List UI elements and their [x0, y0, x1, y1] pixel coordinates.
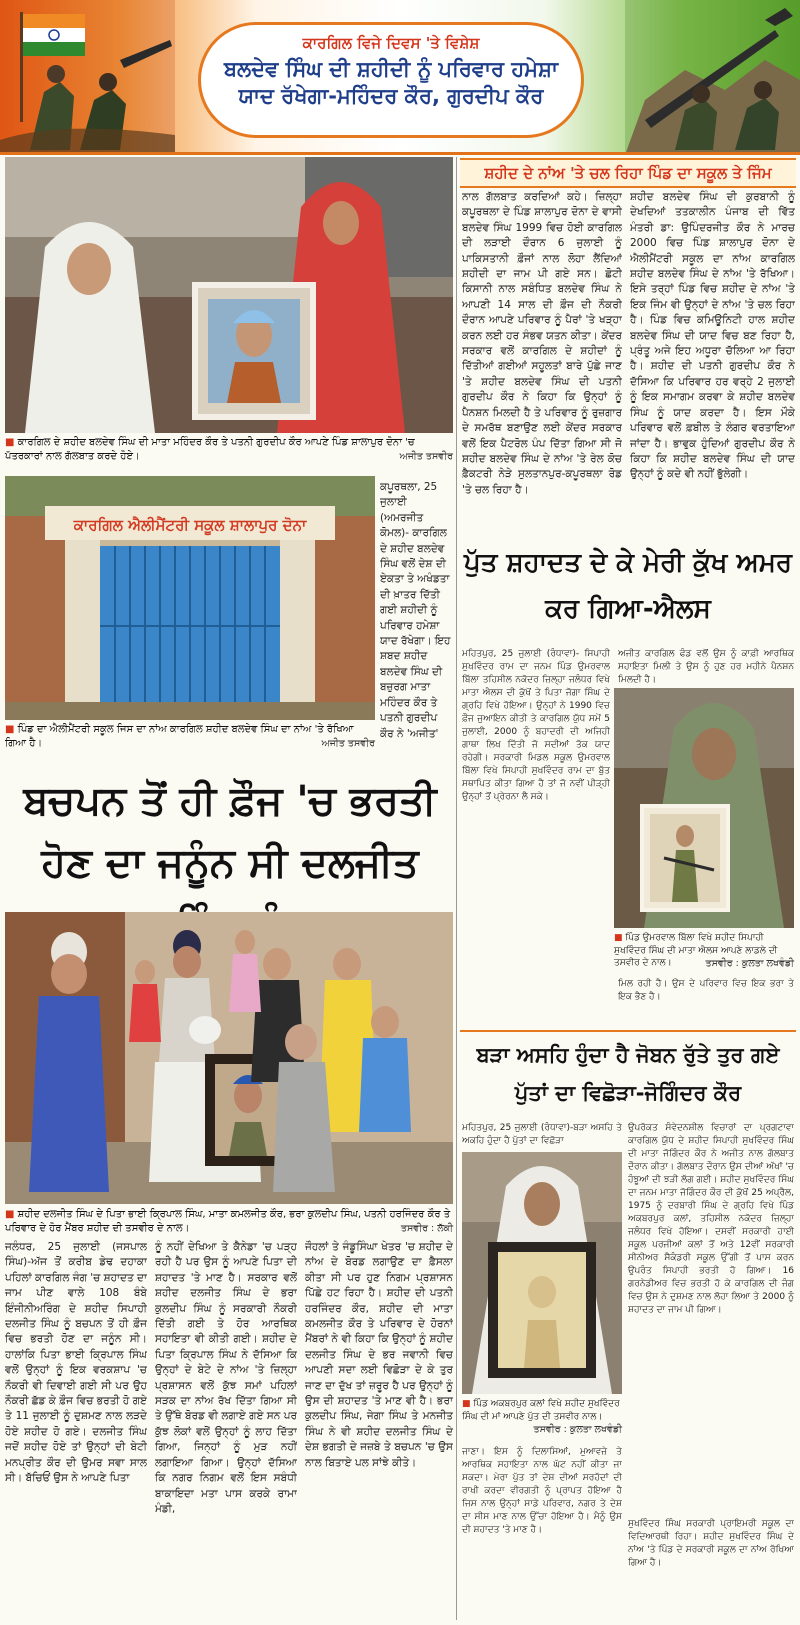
photo2-caption — [5, 723, 375, 751]
story3-photo-caption — [614, 932, 794, 970]
story4-title: ਬੜਾ ਅਸਹਿ ਹੁੰਦਾ ਹੈ ਜੋਬਨ ਰੁੱਤੇ ਤੁਰ ਗਏ ਪੁੱਤਾਂ ਦਾ ਵਿਛੋੜਾ-ਜੋਗਿੰਦਰ ਕੌਰ — [476, 1043, 780, 1105]
story4-column-2-bottom: ਸੁਖਵਿੰਦਰ ਸਿੰਘ ਸਰਕਾਰੀ ਪ੍ਰਾਇਮਰੀ ਸਕੂਲ ਦਾ ਵਿਦਿਆਰਥੀ ਰਿਹਾ। ਸ਼ਹੀਦ ਸੁਖਵਿੰਦਰ ਸਿੰਘ ਦੇ ਨਾਂਅ 'ਤੇ ਪਿੰਡ ਦੇ ਸਰਕਾਰੀ ਸਕੂਲ ਦਾ ਨਾਂਅ ਰੱਖਿਆ ਗਿਆ ਹੈ। — [628, 1519, 794, 1568]
banner-headline: ਬਲਦੇਵ ਸਿੰਘ ਦੀ ਸ਼ਹੀਦੀ ਨੂੰ ਪਰਿਵਾਰ ਹਮੇਸ਼ਾ ਯਾਦ ਰੱਖੇਗਾ-ਮਹਿੰਦਰ ਕੌਰ, ਗੁਰਦੀਪ ਕੌਰ — [223, 57, 559, 109]
caption-bullet-icon: ■ — [462, 1399, 474, 1409]
story2-photo-caption — [5, 1208, 453, 1236]
photo1-caption — [5, 436, 453, 464]
story4-column-1-bottom: ਜਾਣਾ। ਇਸ ਨੂੰ ਦਿਲਾਸਿਆਂ, ਮੁਆਵਜ਼ੇ ਤੇ ਆਰਥਿਕ ਸਹਾਇਤਾ ਨਾਲ ਘੱਟ ਨਹੀਂ ਕੀਤਾ ਜਾ ਸਕਦਾ। ਮੇਰਾ ਪੁੱਤ ਤਾਂ ਦੇਸ਼ ਦੀਆਂ ਸਰਹੱਦਾਂ ਦੀ ਰਾਖੀ ਕਰਦਾ ਵੀਰਗਤੀ ਨੂੰ ਪ੍ਰਾਪਤ ਹੋਇਆ ਹੈ ਜਿਸ ਨਾਲ ਉਨ੍ਹਾਂ ਸਾਡੇ ਪਰਿਵਾਰ, ਨਗਰ ਤੇ ਦੇਸ਼ ਦਾ ਸੀਸ ਮਾਣ ਨਾਲ ਉੱਚਾ ਹੋਇਆ ਹੈ। ਮੈਨੂੰ ਉਸ ਦੀ ਸ਼ਹਾਦਤ 'ਤੇ ਮਾਣ ਹੈ। — [462, 1447, 622, 1535]
story1-title: ਸ਼ਹੀਦ ਦੇ ਨਾਂਅ 'ਤੇ ਚਲ ਰਿਹਾ ਪਿੰਡ ਦਾ ਸਕੂਲ ਤੇ ਜਿੰਮ — [460, 158, 796, 188]
photo1-caption-text: ਕਾਰਗਿਲ ਦੇ ਸ਼ਹੀਦ ਬਲਦੇਵ ਸਿੰਘ ਦੀ ਮਾਤਾ ਮਹਿੰਦਰ ਕੌਰ ਤੇ ਪਤਨੀ ਗੁਰਦੀਪ ਕੌਰ ਆਪਣੇ ਪਿੰਡ ਸ਼ਾਲਾਪੁਰ ਦੋਨਾ 'ਚ ਪੱਤਰਕਾਰਾਂ ਨਾਲ ਗੱਲਬਾਤ ਕਰਦੇ ਹੋਏ। — [5, 437, 415, 462]
photo2-caption-text: ਪਿੰਡ ਦਾ ਐਲੀਮੈਂਟਰੀ ਸਕੂਲ ਜਿਸ ਦਾ ਨਾਂਅ ਕਾਰਗਿਲ ਸ਼ਹੀਦ ਬਲਦੇਵ ਸਿੰਘ ਦਾ ਨਾਂਅ 'ਤੇ ਰੱਖਿਆ ਗਿਆ ਹੈ। — [5, 724, 354, 749]
story4-photo-caption-text: ਪਿੰਡ ਅਕਬਰਪੁਰ ਕਲਾਂ ਵਿਖੇ ਸ਼ਹੀਦ ਸੁਖਵਿੰਦਰ ਸਿੰਘ ਦੀ ਮਾਂ ਆਪਣੇ ਪੁੱਤ ਦੀ ਤਸਵੀਰ ਨਾਲ। — [462, 1399, 620, 1422]
story3-photo-credit: ਤਸਵੀਰ : ਕੁਲਤਾ ਲਖਵੰਡੀ — [705, 958, 794, 970]
story-separator — [460, 1030, 796, 1032]
story1-column-1: ਨਾਲ ਗੱਲਬਾਤ ਕਰਦਿਆਂ ਕਹੇ। ਜ਼ਿਲ੍ਹਾ ਕਪੂਰਥਲਾ ਦੇ ਪਿੰਡ ਸ਼ਾਲਾਪੁਰ ਦੋਨਾ ਦੇ ਵਾਸੀ ਬਲਦੇਵ ਸਿੰਘ 1999 ਵਿਚ ਹੋਈ ਕਾਰਗਿਲ ਦੀ ਲੜਾਈ ਦੌਰਾਨ 6 ਜੁਲਾਈ ਨੂੰ ਪਾਕਿਸਤਾਨੀ ਫ਼ੌਜਾਂ ਨਾਲ ਲੋਹਾ ਲੈਂਦਿਆਂ ਸ਼ਹੀਦੀ ਦਾ ਜਾਮ ਪੀ ਗਏ ਸਨ। ਛੋਟੀ ਕਿਸਾਨੀ ਨਾਲ ਸਬੰਧਿਤ ਬਲਦੇਵ ਸਿੰਘ ਨੇ ਆਪਣੀ 14 ਸਾਲ ਦੀ ਫ਼ੌਜ ਦੀ ਨੌਕਰੀ ਦੌਰਾਨ ਆਪਣੇ ਪਰਿਵਾਰ ਨੂੰ ਪੈਰਾਂ 'ਤੇ ਖੜ੍ਹਾ ਕਰਨ ਲਈ ਹਰ ਸੰਭਵ ਯਤਨ ਕੀਤਾ। ਕੇਂਦਰ ਸਰਕਾਰ ਵਲੋਂ ਕਾਰਗਿਲ ਦੇ ਸ਼ਹੀਦਾਂ ਨੂੰ ਦਿੱਤੀਆਂ ਗਈਆਂ ਸਹੂਲਤਾਂ ਬਾਰੇ ਪੁੱਛੇ ਜਾਣ 'ਤੇ ਸ਼ਹੀਦ ਬਲਦੇਵ ਸਿੰਘ ਦੀ ਪਤਨੀ ਗੁਰਦੀਪ ਕੌਰ ਨੇ ਕਿਹਾ ਕਿ ਉਨ੍ਹਾਂ ਨੂੰ ਪੈਨਸ਼ਨ ਮਿਲਦੀ ਹੈ ਤੇ ਪਰਿਵਾਰ ਨੂੰ ਰੁਜ਼ਗਾਰ ਦੇ ਸਮਰੱਥ ਬਣਾਉਣ ਲਈ ਕੇਂਦਰ ਸਰਕਾਰ ਵਲੋਂ ਇਕ ਪੈਟਰੋਲ ਪੰਪ ਦਿੱਤਾ ਗਿਆ ਸੀ ਜੋ ਸ਼ਹੀਦ ਬਲਦੇਵ ਸਿੰਘ ਦੇ ਨਾਂਅ 'ਤੇ ਰੇਲ ਕੋਚ ਫ਼ੈਕਟਰੀ ਨੇੜੇ ਸੁਲਤਾਨਪੁਰ-ਕਪੂਰਥਲਾ ਰੋਡ 'ਤੇ ਚਲ ਰਿਹਾ ਹੈ। — [462, 191, 622, 496]
mother-els-with-portrait-photo — [614, 688, 794, 928]
mother-joginder-kaur-with-portrait-photo — [462, 1152, 622, 1394]
caption-bullet-icon: ■ — [5, 724, 18, 735]
story3-column-2: ਅਜੀਤ ਕਾਰਗਿਲ ਫੰਡ ਵਲੋਂ ਉਸ ਨੂੰ ਕਾਫ਼ੀ ਆਰਥਿਕ ਸਹਾਇਤਾ ਮਿਲੀ ਤੇ ਉਸ ਨੂੰ ਹੁਣ ਹਰ ਮਹੀਨੇ ਪੈਨਸ਼ਨ ਮਿਲਦੀ ਹੈ। — [618, 649, 794, 685]
caption-bullet-icon: ■ — [5, 437, 18, 448]
village-school-gate-photo — [5, 476, 375, 720]
story1-column-2: ਸ਼ਹੀਦ ਬਲਦੇਵ ਸਿੰਘ ਦੀ ਕੁਰਬਾਨੀ ਨੂੰ ਦੇਖਦਿਆਂ ਤਤਕਾਲੀਨ ਪੰਜਾਬ ਦੀ ਵਿੱਤ ਮੰਤਰੀ ਡਾ: ਉਪਿੰਦਰਜੀਤ ਕੌਰ ਨੇ ਮਾਰਚ 2000 ਵਿਚ ਪਿੰਡ ਸ਼ਾਲਾਪੁਰ ਦੋਨਾ ਦੇ ਐਲੀਮੈਂਟਰੀ ਸਕੂਲ ਦਾ ਨਾਂਅ ਕਾਰਗਿਲ ਸ਼ਹੀਦ ਬਲਦੇਵ ਸਿੰਘ ਦੇ ਨਾਂਅ 'ਤੇ ਰੱਖਿਆ। ਇਸੇ ਤਰ੍ਹਾਂ ਪਿੰਡ ਵਿਚ ਸ਼ਹੀਦ ਦੇ ਨਾਂਅ 'ਤੇ ਇਕ ਜਿੰਮ ਵੀ ਉਨ੍ਹਾਂ ਦੇ ਨਾਂਅ 'ਤੇ ਚਲ ਰਿਹਾ ਹੈ। ਪਿੰਡ ਵਿਚ ਕਮਿਊਨਿਟੀ ਹਾਲ ਸ਼ਹੀਦ ਬਲਦੇਵ ਸਿੰਘ ਦੀ ਯਾਦ ਵਿਚ ਬਣ ਰਿਹਾ ਹੈ, ਪ੍ਰੰਤੂ ਅਜੇ ਇਹ ਅਧੂਰਾ ਚੱਲਿਆ ਆ ਰਿਹਾ ਹੈ। ਸ਼ਹੀਦ ਦੀ ਪਤਨੀ ਗੁਰਦੀਪ ਕੌਰ ਨੇ ਦੱਸਿਆ ਕਿ ਪਰਿਵਾਰ ਹਰ ਵਰ੍ਹੇ 2 ਜੁਲਾਈ ਨੂੰ ਇਕ ਸਮਾਗਮ ਕਰਵਾ ਕੇ ਸ਼ਹੀਦ ਬਲਦੇਵ ਸਿੰਘ ਨੂੰ ਯਾਦ ਕਰਦਾ ਹੈ। ਇਸ ਮੌਕੇ ਪਰਿਵਾਰ ਵਲੋਂ ਫ਼ਬੀਲ ਤੇ ਲੰਗਰ ਵਰਤਾਇਆ ਜਾਂਦਾ ਹੈ। ਭਾਵੁਕ ਹੁੰਦਿਆਂ ਗੁਰਦੀਪ ਕੌਰ ਨੇ ਕਿਹਾ ਕਿ ਸ਼ਹੀਦ ਬਲਦੇਵ ਸਿੰਘ ਦੀ ਯਾਦ ਉਨ੍ਹਾਂ ਨੂੰ ਕਦੇ ਵੀ ਨਹੀਂ ਭੁੱਲੇਗੀ। — [630, 191, 795, 481]
story4-photo-credit: ਤਸਵੀਰ : ਕੁਲਤਾ ਲਖਵੰਡੀ — [533, 1424, 622, 1436]
story4-column-1-top: ਮਹਿਤਪੁਰ, 25 ਜੁਲਾਈ (ਰੰਧਾਵਾ)-ਬੜਾ ਅਸਹਿ ਤੇ ਅਕਹਿ ਹੁੰਦਾ ਹੈ ਪੁੱਤਾਂ ਦਾ ਵਿਛੋੜਾ — [462, 1123, 622, 1146]
story1-dateline-column: ਕਪੂਰਥਲਾ, 25 ਜੁਲਾਈ (ਅਮਰਜੀਤ ਕੋਮਲ)- ਕਾਰਗਿਲ ਦੇ ਸ਼ਹੀਦ ਬਲਦੇਵ ਸਿੰਘ ਵਲੋਂ ਦੇਸ਼ ਦੀ ਏਕਤਾ ਤੇ ਅਖੰਡਤਾ ਦੀ ਖ਼ਾਤਰ ਦਿੱਤੀ ਗਈ ਸ਼ਹੀਦੀ ਨੂੰ ਪਰਿਵਾਰ ਹਮੇਸ਼ਾ ਯਾਦ ਰੱਖੇਗਾ। ਇਹ ਸ਼ਬਦ ਸ਼ਹੀਦ ਬਲਦੇਵ ਸਿੰਘ ਦੀ ਬਜ਼ੁਰਗ ਮਾਤਾ ਮਹਿੰਦਰ ਕੌਰ ਤੇ ਪਤਨੀ ਗੁਰਦੀਪ ਕੌਰ ਨੇ 'ਅਜੀਤ' — [380, 481, 451, 740]
story2-photo-credit: ਤਸਵੀਰ : ਲੱਕੀ — [400, 1223, 453, 1234]
headline-box — [198, 22, 584, 138]
caption-bullet-icon: ■ — [5, 1209, 18, 1220]
soldiers-flag-illustration — [0, 0, 175, 155]
banner-kicker: ਕਾਰਗਿਲ ਵਿਜੇ ਦਿਵਸ 'ਤੇ ਵਿਸ਼ੇਸ਼ — [302, 34, 480, 52]
story2-column-1: ਜਲੰਧਰ, 25 ਜੁਲਾਈ (ਜਸਪਾਲ ਸਿੰਘ)-ਅੱਜ ਤੋਂ ਕਰੀਬ ਡੇਢ ਦਹਾਕਾ ਪਹਿਲਾਂ ਕਾਰਗਿਲ ਜੰਗ 'ਚ ਸ਼ਹਾਦਤ ਦਾ ਜਾਮ ਪੀਣ ਵਾਲੇ 108 ਬੰਬੇ ਇੰਜੀਨੀਅਰਿੰਗ ਦੇ ਸ਼ਹੀਦ ਸਿਪਾਹੀ ਦਲਜੀਤ ਸਿੰਘ ਨੂੰ ਬਚਪਨ ਤੋਂ ਹੀ ਫ਼ੌਜ ਵਿਚ ਭਰਤੀ ਹੋਣ ਦਾ ਜਨੂੰਨ ਸੀ। ਹਾਲਾਂਕਿ ਪਿਤਾ ਭਾਈ ਕ੍ਰਿਪਾਲ ਸਿੰਘ ਵਲੋਂ ਉਨ੍ਹਾਂ ਨੂੰ ਇਕ ਵਰਕਸ਼ਾਪ 'ਚ ਨੌਕਰੀ ਵੀ ਦਿਵਾਈ ਗਈ ਸੀ ਪਰ ਉਹ ਨੌਕਰੀ ਛੱਡ ਕੇ ਫ਼ੌਜ ਵਿਚ ਭਰਤੀ ਹੋ ਗਏ ਤੇ 11 ਜੁਲਾਈ ਨੂੰ ਦੁਸ਼ਮਣ ਨਾਲ ਲੜਦੇ ਹੋਏ ਸ਼ਹੀਦ ਹੋ ਗਏ। ਦਲਜੀਤ ਸਿੰਘ ਜਦੋਂ ਸ਼ਹੀਦ ਹੋਏ ਤਾਂ ਉਨ੍ਹਾਂ ਦੀ ਬੇਟੀ ਮਨਪ੍ਰੀਤ ਕੌਰ ਦੀ ਉਮਰ ਸਵਾ ਸਾਲ ਸੀ। ਬੱਚਿਓਂ ਉਸ ਨੇ ਆਪਣੇ ਪਿਤਾ — [5, 1241, 147, 1485]
soldiers-artillery-illustration — [625, 0, 800, 155]
story4-photo-caption — [462, 1398, 622, 1436]
school-sign-text: ਕਾਰਗਿਲ ਐਲੀਮੈਂਟਰੀ ਸਕੂਲ ਸ਼ਾਲਾਪੁਰ ਦੋਨਾ — [73, 516, 307, 534]
story2-column-2: ਨੂੰ ਨਹੀਂ ਦੇਖਿਆ ਤੇ ਕੈਨੇਡਾ 'ਚ ਪੜ੍ਹ ਰਹੀ ਹੈ ਪਰ ਉਸ ਨੂੰ ਆਪਣੇ ਪਿਤਾ ਦੀ ਸ਼ਹਾਦਤ 'ਤੇ ਮਾਣ ਹੈ। ਸਰਕਾਰ ਵਲੋਂ ਸ਼ਹੀਦ ਦਲਜੀਤ ਸਿੰਘ ਦੇ ਭਰਾ ਕੁਲਦੀਪ ਸਿੰਘ ਨੂੰ ਸਰਕਾਰੀ ਨੌਕਰੀ ਦਿੱਤੀ ਗਈ ਤੇ ਹੋਰ ਆਰਥਿਕ ਸਹਾਇਤਾ ਵੀ ਕੀਤੀ ਗਈ। ਸ਼ਹੀਦ ਦੇ ਪਿਤਾ ਕ੍ਰਿਪਾਲ ਸਿੰਘ ਨੇ ਦੱਸਿਆ ਕਿ ਉਨ੍ਹਾਂ ਦੇ ਬੇਟੇ ਦੇ ਨਾਂਅ 'ਤੇ ਜ਼ਿਲ੍ਹਾ ਪ੍ਰਸ਼ਾਸਨ ਵਲੋਂ ਕੁੱਝ ਸਮਾਂ ਪਹਿਲਾਂ ਸੜਕ ਦਾ ਨਾਂਅ ਰੱਖ ਦਿੱਤਾ ਗਿਆ ਸੀ ਤੇ ਉੱਥੇ ਬੋਰਡ ਵੀ ਲਗਾਏ ਗਏ ਸਨ ਪਰ ਕੁੱਝ ਲੋਕਾਂ ਵਲੋਂ ਉਨ੍ਹਾਂ ਨੂੰ ਲਾਹ ਦਿੱਤਾ ਗਿਆ, ਜਿਨ੍ਹਾਂ ਨੂੰ ਮੁੜ ਨਹੀਂ ਲਗਾਇਆ ਗਿਆ। ਉਨ੍ਹਾਂ ਦੱਸਿਆ ਕਿ ਨਗਰ ਨਿਗਮ ਵਲੋਂ ਇਸ ਸਬੰਧੀ ਬਾਕਾਇਦਾ ਮਤਾ ਪਾਸ ਕਰਕੇ ਰਾਮਾ ਮੰਡੀ, — [155, 1241, 297, 1515]
story3-title: ਪੁੱਤ ਸ਼ਹਾਦਤ ਦੇ ਕੇ ਮੇਰੀ ਕੁੱਖ ਅਮਰ ਕਰ ਗਿਆ-ਐਲਸ — [463, 548, 793, 624]
story4-column-2: ਉਪਰੋਕਤ ਸੰਵੇਦਨਸ਼ੀਲ ਵਿਚਾਰਾਂ ਦਾ ਪ੍ਰਗਟਾਵਾ ਕਾਰਗਿਲ ਯੁੱਧ ਦੇ ਸ਼ਹੀਦ ਸਿਪਾਹੀ ਸੁਖਵਿੰਦਰ ਸਿੰਘ ਦੀ ਮਾਤਾ ਜੋਗਿੰਦਰ ਕੌਰ ਨੇ ਅਜੀਤ ਨਾਲ ਗੱਲਬਾਤ ਦੌਰਾਨ ਕੀਤਾ। ਗੱਲਬਾਤ ਦੌਰਾਨ ਉਸ ਦੀਆਂ ਅੱਖਾਂ 'ਚ ਹੰਝੂਆਂ ਦੀ ਝੜੀ ਲੱਗ ਗਈ। ਸ਼ਹੀਦ ਸੁਖਵਿੰਦਰ ਸਿੰਘ ਦਾ ਜਨਮ ਮਾਤਾ ਜੋਗਿੰਦਰ ਕੌਰ ਦੀ ਕੁੱਖੋਂ 25 ਅਪ੍ਰੈਲ, 1975 ਨੂੰ ਦਰਬਾਰੀ ਸਿੰਘ ਦੇ ਗ੍ਰਹਿ ਵਿਖੇ ਪਿੰਡ ਅਕਬਰਪੁਰ ਕਲਾਂ, ਤਹਿਸੀਲ ਨਕੋਦਰ ਜ਼ਿਲ੍ਹਾ ਜਲੰਧਰ ਵਿਖੇ ਹੋਇਆ। ਦਸਵੀਂ ਸਰਕਾਰੀ ਹਾਈ ਸਕੂਲ ਪਰਜੀਆਂ ਕਲਾਂ ਤੋਂ ਅਤੇ 12ਵੀਂ ਸਰਕਾਰੀ ਸੀਨੀਅਰ ਸੈਕੰਡਰੀ ਸਕੂਲ ਉੱਗੀ ਤੋਂ ਪਾਸ ਕਰਨ ਉਪਰੰਤ ਸਿਪਾਹੀ ਭਰਤੀ ਹੋ ਗਿਆ। 16 ਗਰਨੇਡੀਅਰ ਵਿਚ ਭਰਤੀ ਹੋ ਕੇ ਕਾਰਗਿਲ ਦੀ ਜੰਗ ਵਿਚ ਉਸ ਨੇ ਦੁਸ਼ਮਣ ਨਾਲ ਲੋਹਾ ਲਿਆ ਤੇ 2000 ਨੂੰ ਸ਼ਹਾਦਤ ਦਾ ਜਾਮ ਪੀ ਗਿਆ। — [628, 1123, 794, 1315]
story3-column-1: ਮਹਿਤਪੁਰ, 25 ਜੁਲਾਈ (ਰੰਧਾਵਾ)- ਸਿਪਾਹੀ ਸੁਖਵਿੰਦਰ ਰਾਮ ਦਾ ਜਨਮ ਪਿੰਡ ਉਮਰਵਾਲ ਬਿੱਲਾ ਤਹਿਸੀਲ ਨਕੋਦਰ ਜ਼ਿਲ੍ਹਾ ਜਲੰਧਰ ਵਿਖੇ ਮਾਤਾ ਐਲਸ ਦੀ ਕੁੱਖੋਂ ਤੇ ਪਿਤਾ ਜੋਗਾ ਸਿੰਘ ਦੇ ਗ੍ਰਹਿ ਵਿਖੇ ਹੋਇਆ। ਉਨ੍ਹਾਂ ਨੇ 1990 ਵਿਚ ਫ਼ੌਜ ਜੁਆਇਨ ਕੀਤੀ ਤੇ ਕਾਰਗਿਲ ਯੁੱਧ ਸਮੇਂ 5 ਜੁਲਾਈ, 2000 ਨੂੰ ਬਹਾਦਰੀ ਦੀ ਅਜਿਹੀ ਗਾਥਾ ਲਿਖ ਦਿੱਤੀ ਜੋ ਸਦੀਆਂ ਤੱਕ ਯਾਦ ਰਹੇਗੀ। ਸਰਕਾਰੀ ਮਿਡਲ ਸਕੂਲ ਉਮਰਵਾਲ ਬਿੱਲਾ ਵਿਖੇ ਸਿਪਾਹੀ ਸੁਖਵਿੰਦਰ ਰਾਮ ਦਾ ਬੁੱਤ ਸਥਾਪਿਤ ਕੀਤਾ ਗਿਆ ਹੈ ਤਾਂ ਜੋ ਨਵੀਂ ਪੀੜ੍ਹੀ ਉਨ੍ਹਾਂ ਤੋਂ ਪ੍ਰੇਰਨਾ ਲੈ ਸਕੇ। — [462, 649, 610, 802]
column-divider — [456, 540, 457, 1620]
family-holding-portrait-photo — [5, 912, 453, 1204]
story2-column-3: ਜੌਹਲਾਂ ਤੇ ਜੰਡੂਸਿੰਘਾ ਖੇਤਰ 'ਚ ਸ਼ਹੀਦ ਦੇ ਨਾਂਅ ਦੇ ਬੋਰਡ ਲਗਾਉਣ ਦਾ ਫ਼ੈਸਲਾ ਕੀਤਾ ਸੀ ਪਰ ਹੁਣ ਨਿਗਮ ਪ੍ਰਸ਼ਾਸਨ ਪਿੱਛੇ ਹਟ ਰਿਹਾ ਹੈ। ਸ਼ਹੀਦ ਦੀ ਪਤਨੀ ਹਰਜਿੰਦਰ ਕੌਰ, ਸ਼ਹੀਦ ਦੀ ਮਾਤਾ ਕਮਲਜੀਤ ਕੌਰ ਤੇ ਪਰਿਵਾਰ ਦੇ ਹੋਰਨਾਂ ਮੈਂਬਰਾਂ ਨੇ ਵੀ ਕਿਹਾ ਕਿ ਉਨ੍ਹਾਂ ਨੂੰ ਸ਼ਹੀਦ ਦਲਜੀਤ ਸਿੰਘ ਦੇ ਭਰ ਜਵਾਨੀ ਵਿਚ ਆਪਣੀ ਸਦਾ ਲਈ ਵਿਛੋੜਾ ਦੇ ਕੇ ਤੁਰ ਜਾਣ ਦਾ ਦੁੱਖ ਤਾਂ ਜ਼ਰੂਰ ਹੈ ਪਰ ਉਨ੍ਹਾਂ ਨੂੰ ਉਸ ਦੀ ਸ਼ਹਾਦਤ 'ਤੇ ਮਾਣ ਵੀ ਹੈ। ਭਰਾ ਕੁਲਦੀਪ ਸਿੰਘ, ਜੇਗਾ ਸਿੰਘ ਤੇ ਮਨਜੀਤ ਸਿੰਘ ਨੇ ਵੀ ਸ਼ਹੀਦ ਦਲਜੀਤ ਸਿੰਘ ਦੇ ਦੇਸ਼ ਭਗਤੀ ਦੇ ਜਜ਼ਬੇ ਤੇ ਬਚਪਨ 'ਚ ਉਸ ਨਾਲ ਬਿਤਾਏ ਪਲ ਸਾਂਝੇ ਕੀਤੇ। — [305, 1241, 453, 1469]
photo1-credit: ਅਜੀਤ ਤਸਵੀਰ — [399, 451, 453, 462]
story3-photo-caption-text: ਪਿੰਡ ਉਮਰਵਾਲ ਬਿੱਲਾ ਵਿਖੇ ਸ਼ਹੀਦ ਸਿਪਾਹੀ ਸੁਖਵਿੰਦਰ ਸਿੰਘ ਦੀ ਮਾਤਾ ਐਲਸ ਆਪਣੇ ਲਾਡਲੇ ਦੀ ਤਸਵੀਰ ਦੇ ਨਾਲ। — [614, 933, 778, 969]
page-banner — [0, 0, 800, 155]
mother-wife-holding-portrait-photo — [5, 157, 453, 433]
caption-bullet-icon: ■ — [614, 933, 626, 943]
photo2-credit: ਅਜੀਤ ਤਸਵੀਰ — [321, 738, 375, 749]
story2-photo-caption-text: ਸ਼ਹੀਦ ਦਲਜੀਤ ਸਿੰਘ ਦੇ ਪਿਤਾ ਭਾਈ ਕ੍ਰਿਪਾਲ ਸਿੰਘ, ਮਾਤਾ ਕਮਲਜੀਤ ਕੌਰ, ਭਰਾ ਕੁਲਦੀਪ ਸਿੰਘ, ਪਤਨੀ ਹਰਜਿੰਦਰ ਕੌਰ ਤੇ ਪਰਿਵਾਰ ਦੇ ਹੋਰ ਮੈਂਬਰ ਸ਼ਹੀਦ ਦੀ ਤਸਵੀਰ ਦੇ ਨਾਲ। — [5, 1209, 451, 1234]
story2-title: ਬਚਪਨ ਤੋਂ ਹੀ ਫ਼ੌਜ 'ਚ ਭਰਤੀ ਹੋਣ ਦਾ ਜਨੂੰਨ ਸੀ ਦਲਜੀਤ — [23, 778, 437, 886]
story3-column-2-end: ਮਿਲ ਰਹੀ ਹੈ। ਉਸ ਦੇ ਪਰਿਵਾਰ ਵਿਚ ਇਕ ਭਰਾ ਤੇ ਇਕ ਭੈਣ ਹੈ। — [618, 979, 794, 1002]
